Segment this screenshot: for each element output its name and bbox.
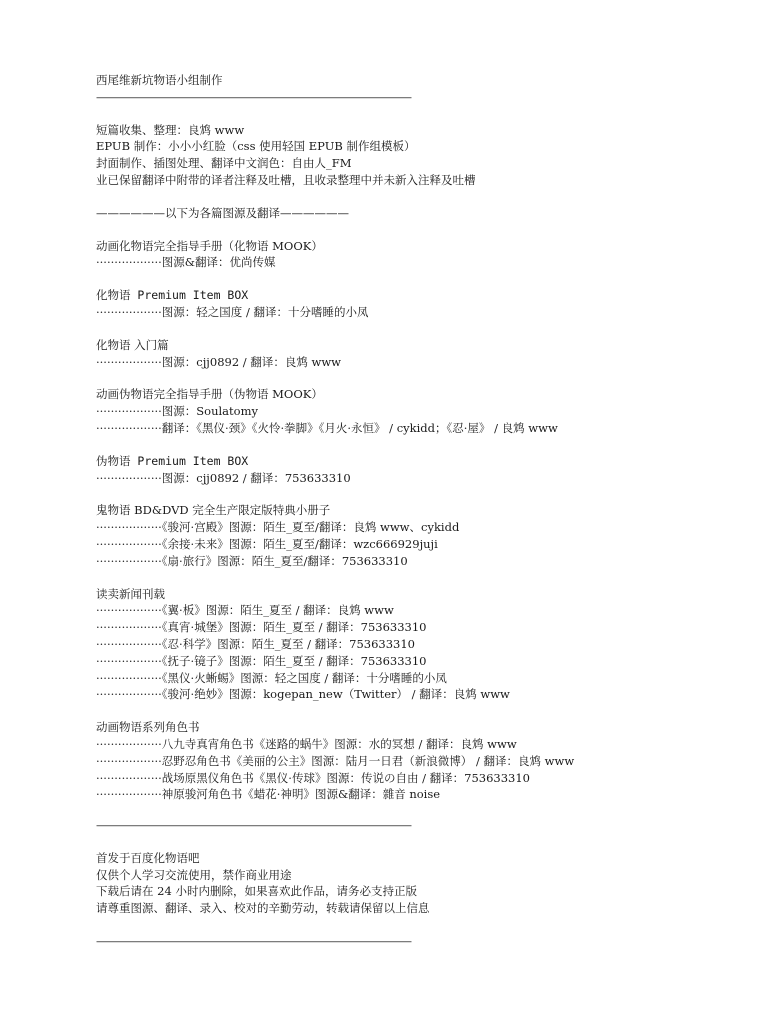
section-line: ··················图源：Soulatomy bbox=[96, 404, 258, 419]
section-line: ··················《骏河·宫殿》图源：陌生_夏至/翻译：良鸩 www、cykidd bbox=[96, 520, 460, 535]
section-title: 动画伪物语完全指导手册（伪物语 MOOK） bbox=[96, 387, 323, 402]
footer-line-delete-notice: 下载后请在 24 小时内删除，如果喜欢此作品，请务必支持正版 bbox=[96, 884, 417, 899]
section-line: ··················八九寺真宵角色书《迷路的蜗牛》图源：水的冥想 / 翻译：良鸩 www bbox=[96, 736, 517, 751]
footer-line-personal-use: 仅供个人学习交流使用，禁作商业用途 bbox=[96, 867, 292, 882]
section-title: 化物语 入门篇 bbox=[96, 337, 169, 352]
section-line: ··················《余接·未来》图源：陌生_夏至/翻译：wzc666929juji bbox=[96, 536, 438, 551]
source-section bbox=[96, 586, 716, 704]
section-line: ··················神原骏河角色书《蜡花·神明》图源&翻译：雜音 noise bbox=[96, 787, 441, 802]
source-section bbox=[96, 337, 716, 371]
credit-line-collection: 短篇收集、整理：良鸩 www bbox=[96, 122, 245, 137]
section-line: ··················《扇·旅行》图源：陌生_夏至/翻译：753633310 bbox=[96, 553, 408, 568]
document-title: 西尾维新坑物语小组制作 bbox=[96, 73, 223, 87]
credit-line-notes: 业已保留翻译中附带的译者注释及吐槽，且收录整理中并未新入注释及吐槽 bbox=[96, 172, 476, 187]
credit-line-epub: EPUB 制作：小小小红脸（css 使用轻国 EPUB 制作组模板） bbox=[96, 139, 416, 154]
section-title: 动画物语系列角色书 bbox=[96, 720, 200, 735]
footer-line-first-published: 首发于百度化物语吧 bbox=[96, 850, 200, 865]
section-line: ··················翻译：《黑仪·颈》《火怜·拳脚》《月火·永恒》 / cykidd；《忍·屋》 / 良鸩 www bbox=[96, 420, 558, 435]
section-line: ··················《黑仪·火蜥蜴》图源：轻之国度 / 翻译：十分嗜睡的小凤 bbox=[96, 670, 447, 685]
credits-block bbox=[96, 122, 716, 189]
section-line: ··················战场原黑仪角色书《黑仪·传球》图源：传说の自由 / 翻译：753633310 bbox=[96, 770, 530, 785]
section-title: 读卖新闻刊载 bbox=[96, 586, 165, 601]
source-section bbox=[96, 287, 716, 321]
section-line: ··················忍野忍角色书《美丽的公主》图源：陆月一日君（新浪微博） / 翻译：良鸩 www bbox=[96, 753, 575, 768]
section-line: ··················《抚子·镜子》图源：陌生_夏至 / 翻译：753633310 bbox=[96, 653, 427, 668]
section-title: 动画化物语完全指导手册（化物语 MOOK） bbox=[96, 238, 323, 253]
section-title: 鬼物语 BD&DVD 完全生产限定版特典小册子 bbox=[96, 503, 331, 518]
section-title: 伪物语 Premium Item BOX bbox=[96, 453, 249, 468]
source-section bbox=[96, 719, 716, 803]
sources-divider: ——————以下为各篇图源及翻译—————— bbox=[96, 205, 349, 220]
section-title: 化物语 Premium Item BOX bbox=[96, 288, 249, 303]
source-section bbox=[96, 502, 716, 569]
footer-line-respect: 请尊重图源、翻译、录入、校对的辛勤劳动，转载请保留以上信息 bbox=[96, 901, 430, 916]
source-section bbox=[96, 453, 716, 487]
section-line: ··················《真宵·城堡》图源：陌生_夏至 / 翻译：753633310 bbox=[96, 620, 427, 635]
footer-bottom-rule: —————————————————————————————— bbox=[96, 934, 411, 949]
section-line: ··················图源&翻译：优尚传媒 bbox=[96, 255, 276, 270]
footer-top-rule: —————————————————————————————— bbox=[96, 818, 411, 833]
footer-notice bbox=[96, 850, 716, 917]
document-page bbox=[96, 72, 716, 950]
section-line: ··················图源：cjj0892 / 翻译：753633310 bbox=[96, 470, 351, 485]
section-line: ··················《忍·科学》图源：陌生_夏至 / 翻译：753633310 bbox=[96, 636, 415, 651]
title-underline-rule: —————————————————————————————— bbox=[96, 89, 411, 104]
section-line: ··················图源：轻之国度 / 翻译：十分嗜睡的小凤 bbox=[96, 304, 369, 319]
source-section bbox=[96, 386, 716, 436]
credit-line-cover: 封面制作、插图处理、翻译中文润色：自由人_FM bbox=[96, 156, 352, 171]
section-line: ··················《骏河·绝妙》图源：kogepan_new（Twitter） / 翻译：良鸩 www bbox=[96, 687, 510, 702]
section-line: ··················《翼·板》图源：陌生_夏至 / 翻译：良鸩 www bbox=[96, 603, 394, 618]
source-section bbox=[96, 238, 716, 272]
section-line: ··················图源：cjj0892 / 翻译：良鸩 www bbox=[96, 354, 342, 369]
